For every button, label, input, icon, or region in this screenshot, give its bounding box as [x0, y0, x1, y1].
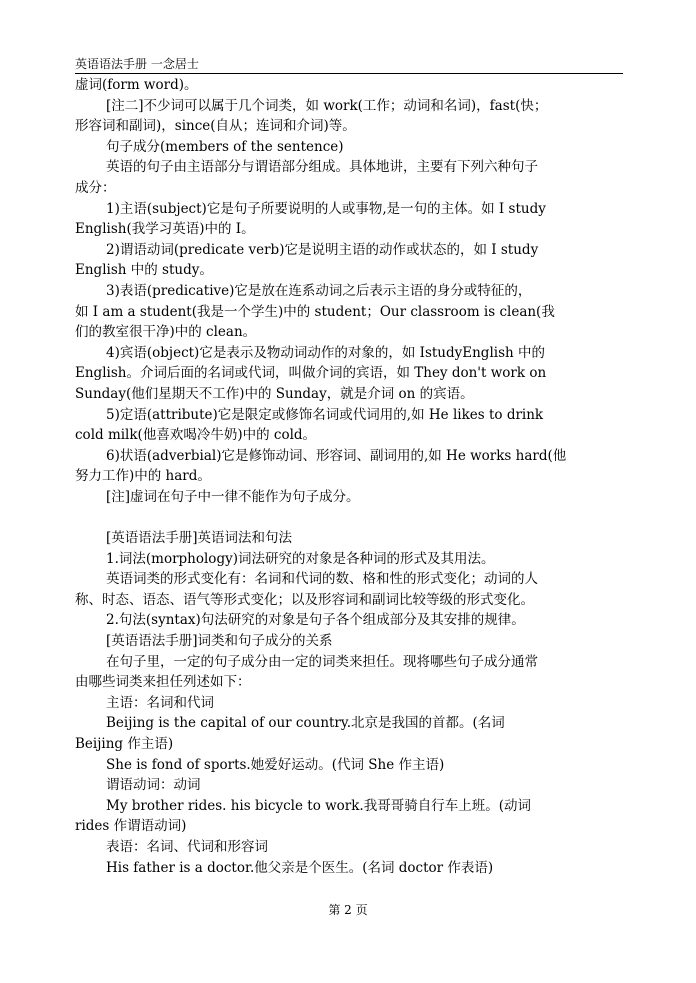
text-line: 2.句法(syntax)句法研究的对象是句子各个组成部分及其安排的规律。	[106, 612, 525, 629]
text-line: [英语语法手册]词类和句子成分的关系	[106, 633, 333, 650]
header-title: 英语语法手册 一念居士	[75, 57, 199, 71]
text-line: 表语：名词、代词和形容词	[106, 838, 268, 855]
text-line: [注]虚词在句子中一律不能作为句子成分。	[106, 488, 360, 505]
text-line: 谓语动词：动词	[106, 777, 201, 794]
text-line: 由哪些词类来担任列述如下：	[75, 674, 251, 691]
text-line: 成分：	[75, 179, 116, 196]
text-line: 5)定语(attribute)它是限定或修饰名词或代词用的,如 He likes to drink	[106, 406, 544, 423]
text-line: 句子成分(members of the sentence)	[106, 138, 344, 155]
blank-line	[75, 507, 631, 528]
text-line: English 中的 study。	[75, 262, 213, 279]
page-number: 第 2 页	[328, 903, 368, 917]
text-line: Beijing is the capital of our country.北京是我国的首都。(名词	[106, 715, 505, 732]
text-line: 形容词和副词)，since(自从；连词和介词)等。	[75, 118, 356, 135]
page-header	[75, 56, 623, 74]
text-line: 称、时态、语态、语气等形式变化；以及形容词和副词比较等级的形式变化。	[75, 591, 534, 608]
text-line: [注二]不少词可以属于几个词类，如 work(工作；动词和名词)，fast(快；	[106, 97, 548, 114]
text-line: His father is a doctor.他父亲是个医生。(名词 doctor 作表语)	[106, 859, 494, 876]
text-line: Beijing 作主语)	[75, 736, 174, 752]
text-line: 英语词类的形式变化有：名词和代词的数、格和性的形式变化；动词的人	[106, 571, 538, 588]
text-line: 主语：名词和代词	[106, 694, 214, 711]
text-line: 如 I am a student(我是一个学生)中的 student；Our classroom is clean(我	[75, 303, 555, 320]
text-line: [英语语法手册]英语词法和句法	[106, 530, 293, 547]
text-line: rides 作谓语动词)	[75, 818, 187, 835]
text-line: cold milk(他喜欢喝冷牛奶)中的 cold。	[75, 427, 317, 444]
text-line: 1)主语(subject)它是句子所要说明的人或事物,是一句的主体。如 I study	[106, 200, 546, 217]
text-line: She is fond of sports.她爱好运动。(代词 She 作主语)	[106, 756, 445, 773]
text-line: 3)表语(predicative)它是放在连系动词之后表示主语的身分或特征的，	[106, 282, 532, 299]
text-line: English(我学习英语)中的 I。	[75, 221, 255, 238]
text-line: 在句子里，一定的句子成分由一定的词类来担任。现将哪些句子成分通常	[106, 653, 538, 670]
text-line: Sunday(他们星期天不工作)中的 Sunday，就是介词 on 的宾语。	[75, 385, 474, 402]
text-line: 英语的句子由主语部分与谓语部分组成。具体地讲，主要有下列六种句子	[106, 159, 538, 176]
text-line: 们的教室很干净)中的 clean。	[75, 324, 257, 341]
text-line: 1.词法(morphology)词法研究的对象是各种词的形式及其用法。	[106, 550, 495, 567]
text-line: 6)状语(adverbial)它是修饰动词、形容词、副词用的,如 He works hard(他	[106, 447, 567, 464]
text-line: 4)宾语(object)它是表示及物动词动作的对象的，如 IstudyEnglish 中的	[106, 344, 545, 361]
document-body	[75, 75, 631, 878]
text-line: English。介词后面的名词或代词，叫做介词的宾语，如 They don't work on	[75, 365, 547, 382]
text-line: 虚词(form word)。	[75, 77, 198, 93]
text-line: 努力工作)中的 hard。	[75, 468, 211, 485]
text-line: My brother rides. his bicycle to work.我哥哥骑自行车上班。(动词	[106, 797, 531, 814]
text-line: 2)谓语动词(predicate verb)它是说明主语的动作或状态的，如 I study	[106, 241, 539, 258]
